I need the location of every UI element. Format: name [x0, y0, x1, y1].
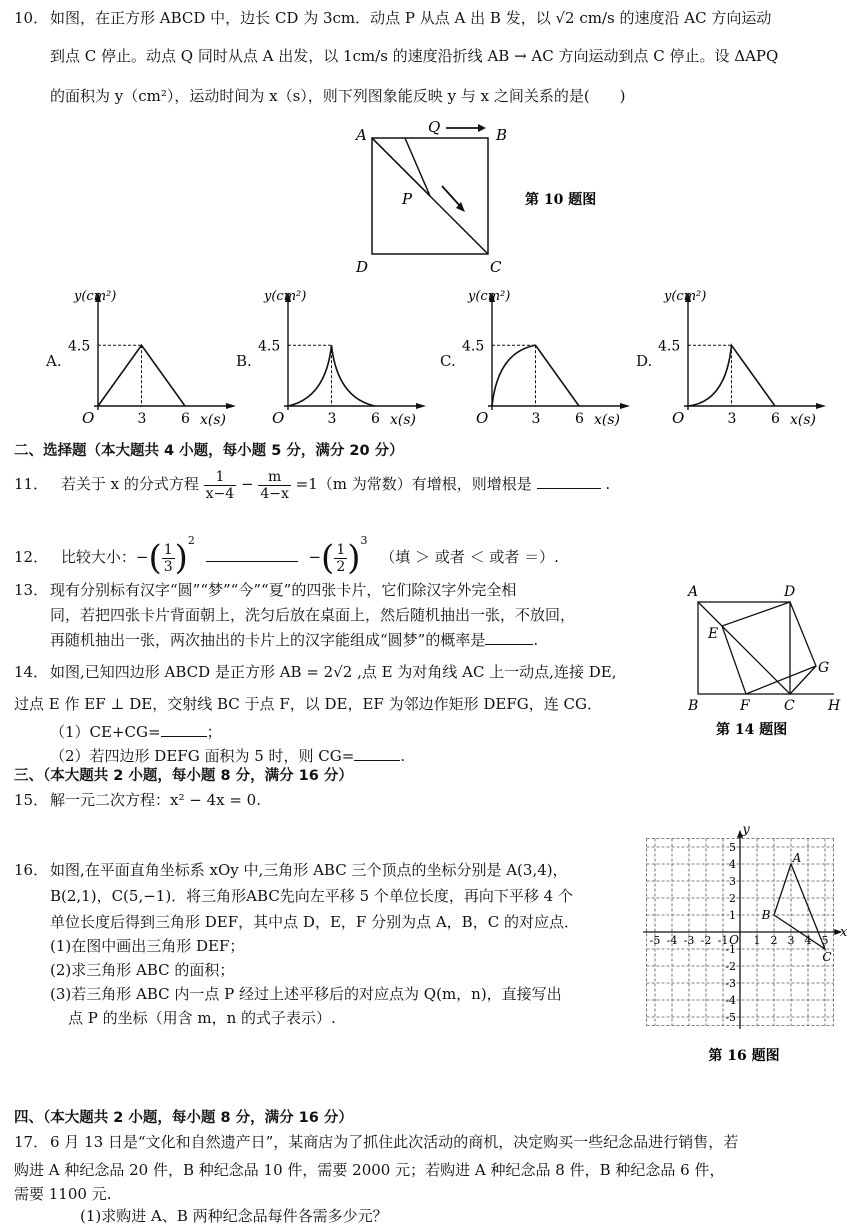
y-tick-4-5: 4.5	[68, 338, 91, 355]
q14-sub1-wrap	[50, 722, 222, 742]
q15-number: 15．	[14, 791, 49, 809]
y-tick-4-5: 4.5	[658, 338, 681, 355]
q12: 12． 比较大小：−( $\frac{1}{3}$ )$^2$ −( $\frac{1}{2}$ )$^3$ （填 ＞ 或者 ＜ 或者 ＝）.	[14, 534, 559, 578]
point-label-c: C	[822, 950, 832, 964]
x-tick--1: -1	[717, 934, 729, 947]
segment-cg	[790, 666, 816, 694]
q14-sub1-end: ；	[206, 723, 222, 741]
q13-line1: 现有分别标有汉字“圆”“梦”“今”“夏”的四张卡片，它们除汉字外完全相	[50, 581, 517, 599]
option-graph	[256, 284, 446, 429]
x-axis-arrow	[226, 403, 236, 409]
y-tick-3: 3	[729, 875, 736, 888]
q11-end: .	[605, 475, 611, 493]
x-tick--3: -3	[683, 934, 695, 947]
q11-minus: −	[240, 475, 254, 493]
y-axis-label: y(cm²)	[664, 289, 707, 304]
q13-line3-wrap	[50, 630, 538, 650]
x-axis-label: x(s)	[390, 412, 417, 428]
option-label: A.	[46, 352, 62, 370]
y-tick-4-5: 4.5	[258, 338, 281, 355]
x-tick-6: 6	[771, 411, 780, 427]
x-tick--4: -4	[666, 934, 678, 947]
q14-sub2-wrap	[50, 746, 405, 766]
label-e: E	[708, 626, 719, 642]
label-f: F	[740, 698, 750, 714]
q12-number: 12．	[14, 548, 49, 566]
origin-label: O	[272, 409, 285, 427]
origin-label: O	[672, 409, 685, 427]
q14-sub2-blank[interactable]	[354, 746, 400, 761]
label-a: A	[356, 126, 367, 144]
origin-label: O	[729, 933, 739, 947]
y-tick-5: 5	[729, 841, 736, 854]
q17-line2: 购进 A 种纪念品 20 件，B 种纪念品 10 件，需要 2000 元；若购进 A 种纪念品 8 件，B 种纪念品 6 件，	[14, 1161, 725, 1179]
q16-line2: B(2,1)，C(5,−1)．将三角形ABC先向左平移 5 个单位长度，再向下平移 4 个	[50, 887, 573, 905]
q16-item1: (1)在图中画出三角形 DEF；	[50, 937, 245, 955]
y-tick-2: 2	[729, 892, 736, 905]
y-tick--2: -2	[725, 960, 736, 973]
q12-frac2-den: 2	[336, 558, 346, 575]
q10-square-figure	[350, 112, 620, 277]
option-graph	[460, 284, 653, 429]
q-arrow-head	[478, 124, 486, 132]
y-tick-4: 4	[729, 858, 736, 871]
q14-sub1: （1）CE+CG=	[50, 723, 161, 741]
option-label: B.	[236, 352, 252, 370]
q17-line1: 6 月 13 日是“文化和自然遗产日”，某商店为了抓住此次活动的商机，决定购买一些纪念品进行销售，若	[50, 1133, 739, 1151]
x-tick--5: -5	[649, 934, 661, 947]
x-tick-1: 1	[753, 934, 761, 947]
y-tick--1: -1	[725, 943, 736, 956]
label-d: D	[784, 584, 796, 600]
q12-minus: −	[308, 548, 322, 566]
q11-number: 11．	[14, 475, 49, 493]
y-tick--4: -4	[725, 994, 736, 1007]
y-tick-1: 1	[729, 909, 736, 922]
label-p: P	[402, 190, 413, 208]
q15-text: 解一元二次方程：x² − 4x = 0.	[50, 791, 261, 809]
q14-sub2-end: .	[400, 747, 406, 765]
x-axis-arrow	[816, 403, 826, 409]
label-b: B	[496, 126, 508, 144]
q16-figure-caption: 第 16 题图	[708, 1048, 780, 1064]
x-axis-arrow	[620, 403, 630, 409]
q13-line2: 同，若把四张卡片背面朝上，洗匀后放在桌面上，然后随机抽出一张，不放回，	[50, 606, 576, 624]
segment-qp	[405, 138, 430, 196]
y-tick--5: -5	[725, 1011, 736, 1024]
point-label-a: A	[792, 851, 802, 865]
x-tick-3: 3	[137, 411, 147, 427]
label-q: Q	[428, 118, 441, 136]
q12-suffix: （填 ＞ 或者 ＜ 或者 ＝）.	[380, 548, 559, 566]
label-h: H	[828, 698, 841, 714]
x-tick-5: 5	[821, 934, 829, 947]
p-direction-arrow	[442, 186, 460, 206]
q12-frac1-den: 3	[163, 558, 173, 575]
label-b: B	[688, 698, 699, 714]
q11-frac2-den: 4−x	[260, 485, 289, 502]
q14-figure	[684, 582, 864, 742]
label-c: C	[784, 698, 795, 714]
x-tick-3: 3	[531, 411, 541, 427]
option-graph	[656, 284, 846, 429]
q16-line3: 单位长度后得到三角形 DEF，其中点 D，E，F 分别为点 A，B，C 的对应点．	[50, 913, 579, 931]
label-a: A	[688, 584, 699, 600]
y-tick-4-5: 4.5	[462, 338, 485, 355]
point-label-b: B	[761, 908, 771, 922]
q10-line2: 到点 C 停止。动点 Q 同时从点 A 出发，以 1cm/s 的速度沿折线 AB → AC 方向运动到点 C 停止。设 ΔAPQ	[50, 47, 779, 65]
q13-number: 13．	[14, 581, 49, 599]
q10-figure-caption: 第 10 题图	[525, 192, 597, 208]
q10-line1: 如图，在正方形 ABCD 中，边长 CD 为 3cm．动点 P 从点 A 出 B 发，以 √2 cm/s 的速度沿 AC 方向运动	[50, 9, 772, 27]
q14-sub1-blank[interactable]	[161, 722, 207, 737]
x-tick--2: -2	[700, 934, 712, 947]
x-tick-4: 4	[804, 934, 812, 947]
option-label: C.	[440, 352, 456, 370]
q12-answer-blank[interactable]	[206, 547, 298, 562]
label-g: G	[818, 660, 830, 676]
x-axis-label: x	[840, 925, 848, 940]
q12-frac2-num: 1	[336, 541, 346, 558]
q16-item3a: (3)若三角形 ABC 内一点 P 经过上述平移后的对应点为 Q(m，n)，直接写出	[50, 985, 562, 1003]
x-axis-label: x(s)	[200, 412, 227, 428]
x-tick-3: 3	[327, 411, 337, 427]
x-tick-6: 6	[371, 411, 380, 427]
y-axis-label: y(cm²)	[74, 289, 117, 304]
q14-line1: 如图,已知四边形 ABCD 是正方形 AB = 2√2 ,点 E 为对角线 AC 上一动点,连接 DE,	[50, 663, 617, 681]
section-4-title: 四、（本大题共 2 小题，每小题 8 分，满分 16 分）	[14, 1110, 353, 1126]
section-2-title: 二、选择题（本大题共 4 小题，每小题 5 分，满分 20 分）	[14, 443, 404, 459]
q11-frac2-num: m	[258, 469, 291, 486]
y-axis-label: y(cm²)	[264, 289, 307, 304]
q12-exp2: 3	[360, 534, 368, 547]
origin-label: O	[476, 409, 489, 427]
x-tick-2: 2	[770, 934, 778, 947]
x-tick-3: 3	[787, 934, 795, 947]
diagonal-ac	[698, 602, 790, 694]
x-tick-6: 6	[181, 411, 190, 427]
q11	[14, 462, 610, 506]
segment-ap	[372, 138, 430, 196]
label-c: C	[490, 258, 502, 276]
q14-figure-caption: 第 14 题图	[716, 722, 788, 738]
q14-line2: 过点 E 作 EF ⊥ DE，交射线 BC 于点 F，以 DE，EF 为邻边作矩形 DEFG，连 CG．	[14, 695, 602, 713]
q17-line3: 需要 1100 元.	[14, 1185, 112, 1203]
q16-coordinate-grid	[644, 822, 848, 1064]
q10-number: 10．	[14, 9, 49, 27]
label-d: D	[356, 258, 369, 276]
x-tick-6: 6	[575, 411, 584, 427]
q16-item3b: 点 P 的坐标（用含 m，n 的式子表示）.	[68, 1009, 336, 1027]
q13-end: .	[533, 631, 539, 649]
q17-sub1: (1)求购进 A、B 两种纪念品每件各需多少元？	[80, 1207, 388, 1225]
q16-item2: (2)求三角形 ABC 的面积；	[50, 961, 235, 979]
q11-frac1-den: x−4	[205, 485, 235, 502]
x-axis-label: x(s)	[594, 412, 621, 428]
q12-frac1-num: 1	[163, 541, 173, 558]
q12-exp1: 2	[187, 534, 195, 547]
q12-prefix: 比较大小：−	[60, 548, 149, 566]
q11-prefix: 若关于 x 的分式方程	[60, 475, 199, 493]
q14-number: 14．	[14, 663, 49, 681]
q13-line3: 再随机抽出一张，两次抽出的卡片上的汉字能组成“圆梦”的概率是	[50, 631, 486, 649]
triangle-abc	[774, 864, 825, 949]
option-label: D.	[636, 352, 653, 370]
q13-answer-blank[interactable]	[485, 630, 533, 645]
q11-answer-blank[interactable]	[537, 474, 601, 489]
q16-line1: 如图,在平面直角坐标系 xOy 中,三角形 ABC 三个顶点的坐标分别是 A(3,4)，	[50, 861, 568, 879]
x-axis-arrow	[416, 403, 426, 409]
y-axis-label: y(cm²)	[468, 289, 511, 304]
x-axis-label: x(s)	[790, 412, 817, 428]
q14-sub2: （2）若四边形 DEFG 面积为 5 时，则 CG=	[50, 747, 355, 765]
section-3-title: 三、（本大题共 2 小题，每小题 8 分，满分 16 分）	[14, 768, 353, 784]
x-tick-3: 3	[727, 411, 737, 427]
y-axis-label: y	[742, 822, 750, 838]
origin-label: O	[82, 409, 95, 427]
q11-frac1-num: 1	[204, 469, 237, 486]
q17-number: 17．	[14, 1133, 49, 1151]
y-tick--3: -3	[725, 977, 736, 990]
q11-suffix: =1（m 为常数）有增根，则增根是	[295, 475, 532, 493]
option-graph	[66, 284, 256, 429]
q10-line3: 的面积为 y（cm²），运动时间为 x（s），则下列图象能反映 y 与 x 之间关系的是( )	[50, 87, 626, 105]
rectangle-defg	[722, 602, 816, 694]
q16-number: 16．	[14, 861, 49, 879]
